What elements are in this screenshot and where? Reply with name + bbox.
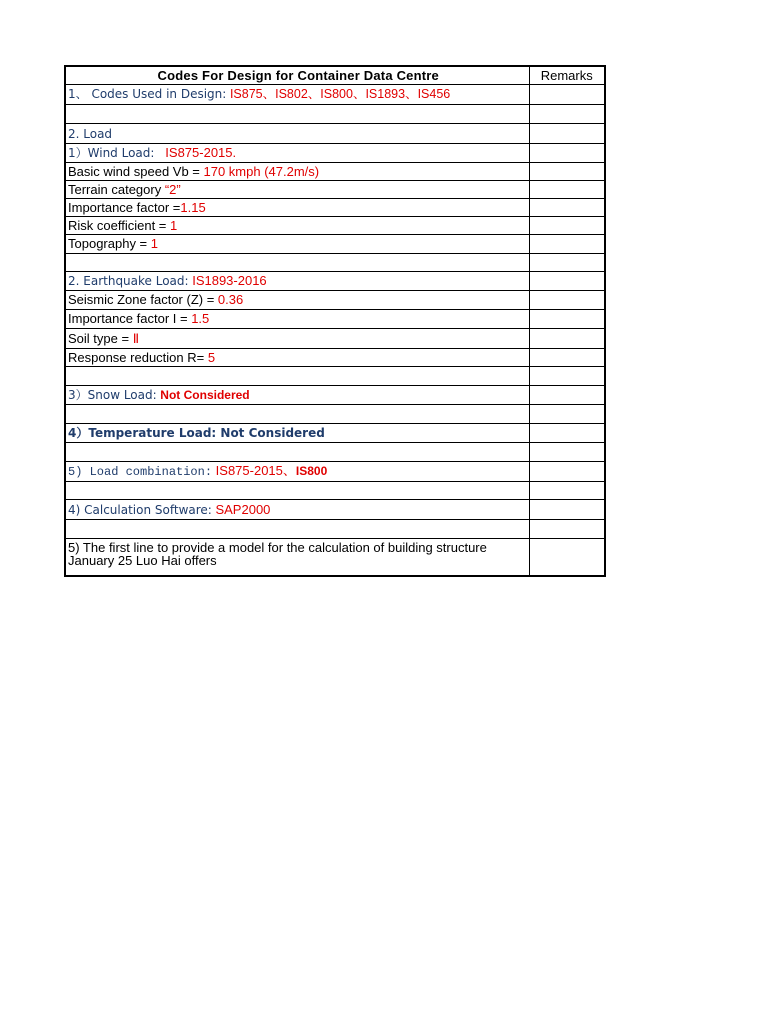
snow-load-value: Not Considered bbox=[160, 388, 250, 402]
remarks-cell[interactable] bbox=[529, 538, 605, 576]
seismic-zone-label: Seismic Zone factor (Z) = bbox=[68, 292, 218, 307]
soil-type-label: Soil type = bbox=[68, 330, 133, 346]
wind-load-code: IS875-2015. bbox=[165, 145, 237, 160]
remarks-cell[interactable] bbox=[529, 290, 605, 309]
note-row bbox=[65, 538, 605, 576]
remarks-cell[interactable] bbox=[529, 198, 605, 216]
snow-load-row bbox=[65, 385, 605, 404]
earthquake-load-label: 2. Earthquake Load: bbox=[68, 274, 189, 288]
response-reduction-label: Response reduction R= bbox=[68, 349, 208, 365]
risk-label: Risk coefficient = bbox=[68, 217, 171, 233]
remarks-cell[interactable] bbox=[529, 309, 605, 328]
remarks-cell[interactable] bbox=[529, 162, 605, 180]
empty-cell[interactable] bbox=[65, 481, 529, 499]
empty-row bbox=[65, 366, 605, 385]
empty-row bbox=[65, 253, 605, 271]
load-combination-code: IS875-2015、 bbox=[215, 463, 296, 478]
remarks-cell[interactable] bbox=[529, 366, 605, 385]
temperature-load-label: 4）Temperature Load: Not Considered bbox=[68, 426, 325, 440]
response-reduction-value: 5 bbox=[207, 349, 216, 365]
empty-cell[interactable] bbox=[65, 442, 529, 461]
remarks-cell[interactable] bbox=[529, 499, 605, 519]
empty-row bbox=[65, 442, 605, 461]
wind-load-row bbox=[65, 143, 605, 162]
calculation-software-row bbox=[65, 499, 605, 519]
eq-importance-label: Importance factor I = bbox=[68, 311, 192, 326]
remarks-header[interactable]: Remarks bbox=[529, 66, 605, 84]
risk-row bbox=[65, 216, 605, 234]
soil-type-row bbox=[65, 328, 605, 348]
empty-cell[interactable] bbox=[65, 366, 529, 385]
topography-value: 1 bbox=[150, 236, 158, 251]
topography-cell[interactable] bbox=[65, 234, 529, 253]
wind-load-label: 1）Wind Load: bbox=[68, 146, 155, 160]
remarks-cell[interactable] bbox=[529, 404, 605, 423]
empty-cell[interactable] bbox=[65, 104, 529, 123]
design-codes-table bbox=[64, 65, 606, 577]
remarks-cell[interactable] bbox=[529, 253, 605, 271]
soil-type-cell[interactable] bbox=[65, 328, 529, 348]
remarks-cell[interactable] bbox=[529, 143, 605, 162]
eq-importance-value: 1.5 bbox=[191, 311, 210, 326]
header-row bbox=[65, 66, 605, 84]
eq-importance-cell[interactable] bbox=[65, 309, 529, 328]
load-heading: 2. Load bbox=[68, 126, 113, 141]
codes-used-label: 1、 Codes Used in Design: bbox=[68, 87, 227, 102]
load-combination-code-bold: IS800 bbox=[295, 464, 328, 478]
earthquake-load-code: IS1893-2016 bbox=[192, 273, 267, 288]
remarks-cell[interactable] bbox=[529, 84, 605, 104]
calculation-software-value: SAP2000 bbox=[215, 501, 271, 517]
earthquake-load-row bbox=[65, 271, 605, 290]
remarks-cell[interactable] bbox=[529, 271, 605, 290]
temperature-load-row bbox=[65, 423, 605, 442]
snow-load-label: 3）Snow Load: bbox=[68, 388, 157, 402]
terrain-value: “2” bbox=[164, 181, 181, 197]
load-combination-label: 5) Load combination: bbox=[68, 465, 213, 479]
empty-row bbox=[65, 481, 605, 499]
earthquake-load-cell[interactable] bbox=[65, 271, 529, 290]
empty-cell[interactable] bbox=[65, 404, 529, 423]
codes-used-row bbox=[65, 84, 605, 104]
remarks-cell[interactable] bbox=[529, 385, 605, 404]
seismic-zone-value: 0.36 bbox=[217, 292, 244, 307]
terrain-cell[interactable] bbox=[65, 180, 529, 198]
terrain-row bbox=[65, 180, 605, 198]
codes-used-cell[interactable] bbox=[65, 84, 529, 104]
remarks-cell[interactable] bbox=[529, 328, 605, 348]
risk-value: 1 bbox=[170, 217, 178, 233]
remarks-cell[interactable] bbox=[529, 234, 605, 253]
empty-row bbox=[65, 404, 605, 423]
calculation-software-cell[interactable] bbox=[65, 499, 529, 519]
remarks-cell[interactable] bbox=[529, 123, 605, 143]
seismic-zone-cell[interactable] bbox=[65, 290, 529, 309]
remarks-cell[interactable] bbox=[529, 442, 605, 461]
terrain-label: Terrain category bbox=[68, 181, 165, 197]
remarks-cell[interactable] bbox=[529, 216, 605, 234]
topography-label: Topography = bbox=[68, 236, 151, 251]
load-heading-row bbox=[65, 123, 605, 143]
remarks-cell[interactable] bbox=[529, 104, 605, 123]
wind-load-cell[interactable] bbox=[65, 143, 529, 162]
remarks-cell[interactable] bbox=[529, 180, 605, 198]
temperature-load-cell[interactable] bbox=[65, 423, 529, 442]
wind-speed-label: Basic wind speed Vb = bbox=[68, 163, 204, 179]
calculation-software-label: 4) Calculation Software: bbox=[68, 502, 212, 517]
empty-cell[interactable] bbox=[65, 253, 529, 271]
topography-row bbox=[65, 234, 605, 253]
remarks-cell[interactable] bbox=[529, 348, 605, 366]
remarks-cell[interactable] bbox=[529, 423, 605, 442]
wind-speed-value: 170 kmph (47.2m/s) bbox=[203, 163, 320, 179]
seismic-zone-row bbox=[65, 290, 605, 309]
snow-load-cell[interactable] bbox=[65, 385, 529, 404]
wind-importance-label: Importance factor = bbox=[68, 199, 181, 215]
note-cell[interactable]: 5) The first line to provide a model for the calculation of building structure January 25 Luo Hai offers bbox=[65, 538, 529, 576]
wind-importance-cell[interactable] bbox=[65, 198, 529, 216]
load-heading-cell[interactable] bbox=[65, 123, 529, 143]
codes-used-value: IS875、IS802、IS800、IS1893、IS456 bbox=[229, 87, 451, 102]
eq-importance-row bbox=[65, 309, 605, 328]
response-reduction-row bbox=[65, 348, 605, 366]
empty-row bbox=[65, 104, 605, 123]
empty-row bbox=[65, 519, 605, 538]
load-combination-row bbox=[65, 461, 605, 481]
response-reduction-cell[interactable] bbox=[65, 348, 529, 366]
empty-cell[interactable] bbox=[65, 519, 529, 538]
wind-speed-cell[interactable] bbox=[65, 162, 529, 180]
load-combination-cell[interactable] bbox=[65, 461, 529, 481]
wind-speed-row bbox=[65, 162, 605, 180]
remarks-cell[interactable] bbox=[529, 461, 605, 481]
remarks-cell[interactable] bbox=[529, 519, 605, 538]
remarks-cell[interactable] bbox=[529, 481, 605, 499]
soil-type-value: Ⅱ bbox=[132, 330, 140, 346]
table-title[interactable]: Codes For Design for Container Data Centre bbox=[65, 66, 529, 84]
wind-importance-value: 1.15 bbox=[180, 199, 206, 215]
wind-importance-row bbox=[65, 198, 605, 216]
risk-cell[interactable] bbox=[65, 216, 529, 234]
